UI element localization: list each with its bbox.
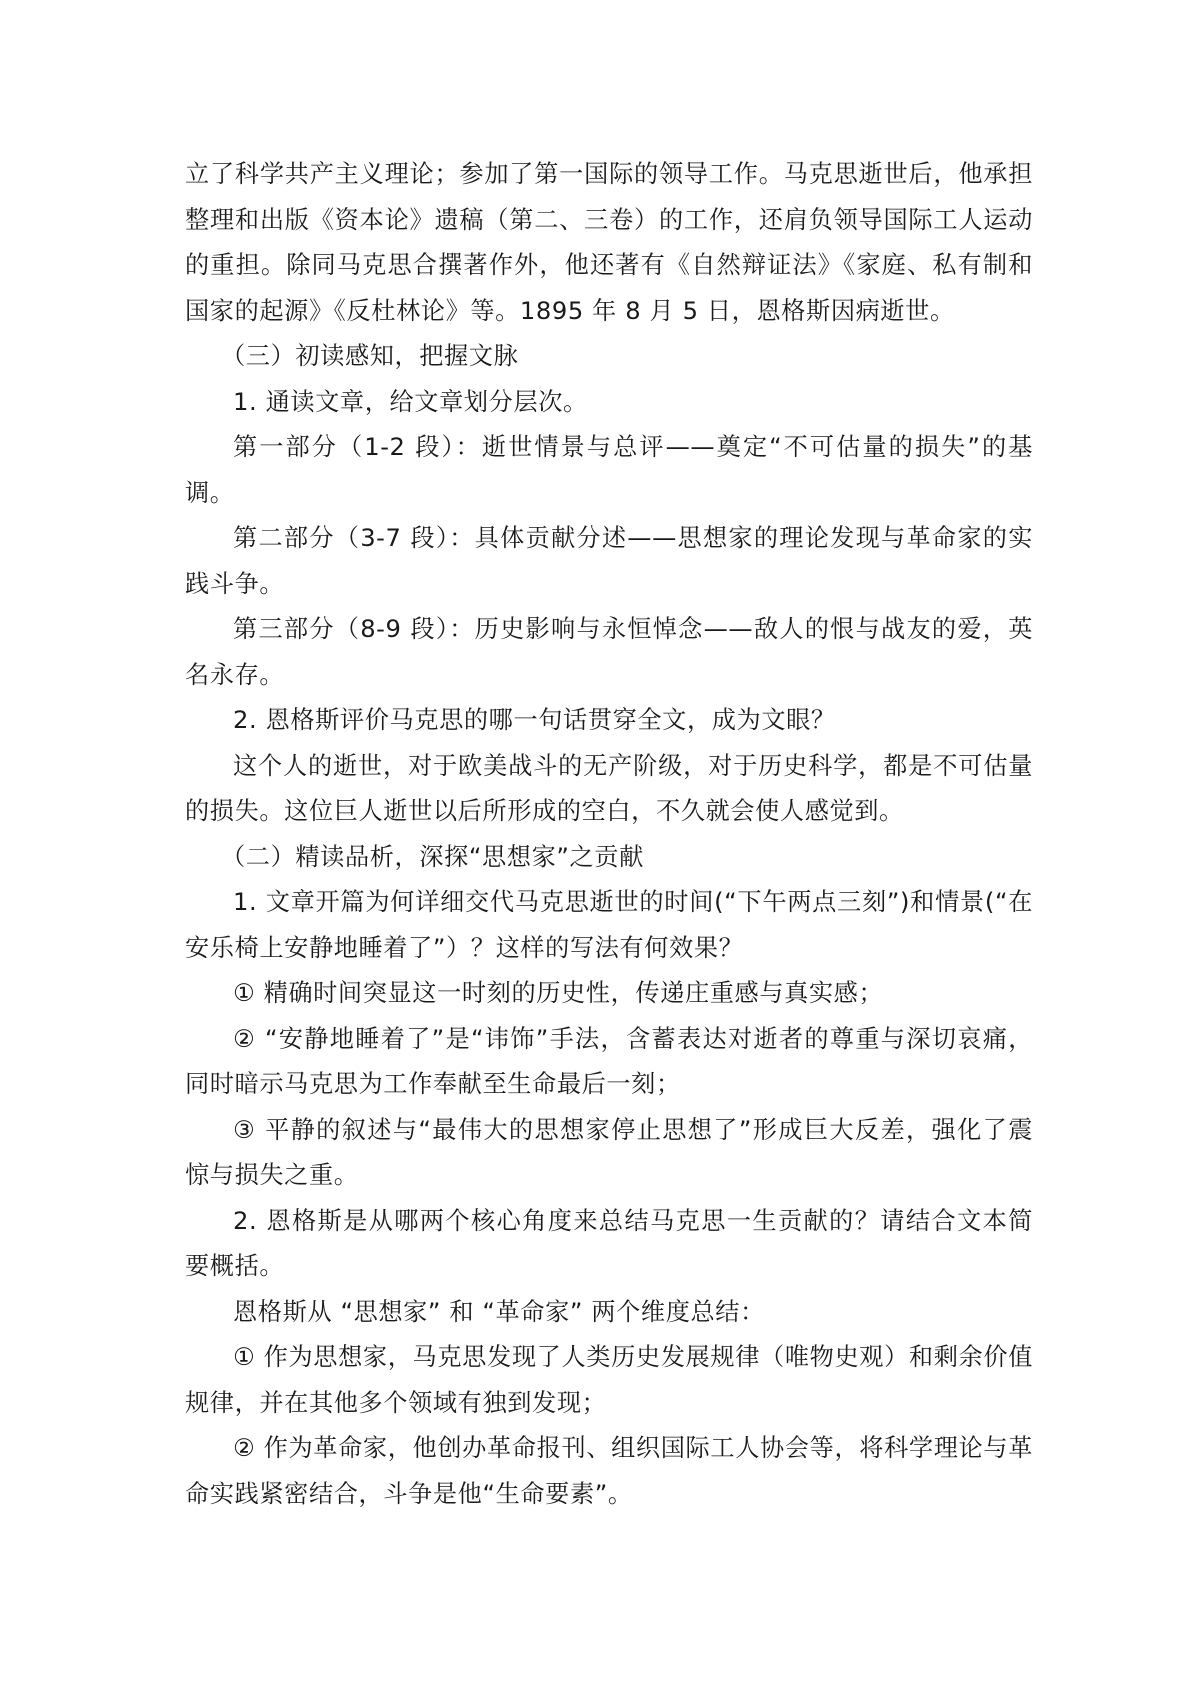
question-key-sentence: 2. 恩格斯评价马克思的哪一句话贯穿全文，成为文眼？ <box>233 706 836 734</box>
answer-point-three: ③ 平静的叙述与“最伟大的思想家停止思想了”形成巨大反差，强化了震惊与损失之重。 <box>185 1115 1033 1189</box>
answer-two-dimensions-intro: 恩格斯从 “思想家” 和 “革命家” 两个维度总结： <box>233 1297 765 1326</box>
question-opening-detail: 1. 文章开篇为何详细交代马克思逝世的时间(“下午两点三刻”)和情景(“在安乐椅上安静地睡着了”）？这样的写法有何效果？ <box>185 888 1033 962</box>
answer-thinker: ① 作为思想家，马克思发现了人类历史发展规律（唯物史观）和剩余价值规律，并在其他多个领域有独到发现； <box>185 1343 1033 1417</box>
section-heading-first-reading: （三）初读感知，把握文脉 <box>221 342 519 370</box>
section-heading-close-reading: （二）精读品析，深探“思想家”之贡献 <box>221 842 644 871</box>
answer-part-three: 第三部分（8-9 段）：历史影响与永恒悼念——敌人的恨与战友的爱，英名永存。 <box>185 615 1033 689</box>
paragraph-engels-bio-continuation: 立了科学共产主义理论；参加了第一国际的领导工作。马克思逝世后，他承担整理和出版《资本论》遗稿（第二、三卷）的工作，还肩负领导国际工人运动的重担。除同马克思合撰著作外，他还著有《自然辩证法》《家庭、私有制和国家的起源》《反杜林论》等。1895 年 8 月 5 日，恩格斯因病逝世。 <box>185 160 1033 325</box>
document-body <box>185 152 1033 1517</box>
answer-key-sentence: 这个人的逝世，对于欧美战斗的无产阶级，对于历史科学，都是不可估量的损失。这位巨人逝世以后所形成的空白，不久就会使人感觉到。 <box>185 751 1033 825</box>
answer-point-one: ① 精确时间突显这一时刻的历史性，传递庄重感与真实感； <box>233 979 884 1007</box>
question-two-perspectives: 2. 恩格斯是从哪两个核心角度来总结马克思一生贡献的？请结合文本简要概括。 <box>185 1206 1033 1280</box>
answer-point-two: ② “安静地睡着了”是“讳饰”手法，含蓄表达对逝者的尊重与深切哀痛，同时暗示马克思为工作奉献至生命最后一刻； <box>185 1024 1033 1098</box>
answer-part-one: 第一部分（1-2 段）：逝世情景与总评——奠定“不可估量的损失”的基调。 <box>185 433 1033 507</box>
answer-part-two: 第二部分（3-7 段）：具体贡献分述——思想家的理论发现与革命家的实践斗争。 <box>185 524 1033 598</box>
question-divide-layers: 1. 通读文章，给文章划分层次。 <box>233 387 588 416</box>
answer-revolutionary: ② 作为革命家，他创办革命报刊、组织国际工人协会等，将科学理论与革命实践紧密结合，斗争是他“生命要素”。 <box>185 1434 1033 1508</box>
